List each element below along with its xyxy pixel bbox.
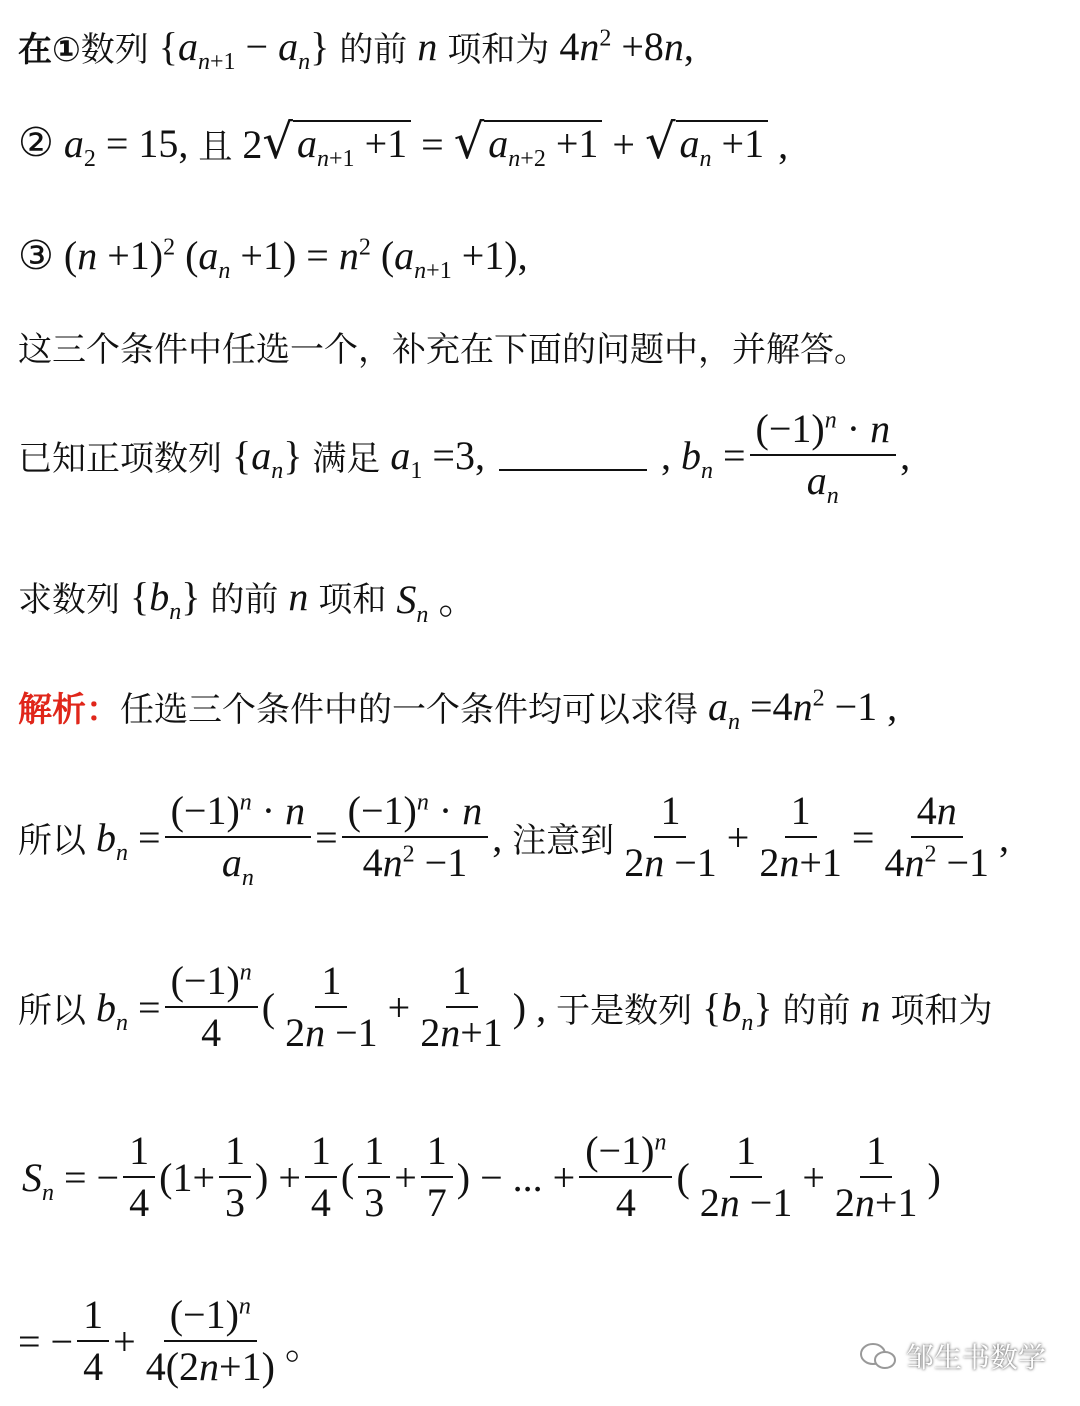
frac-c: $\frac{1}{2n -1}$ — [624, 788, 717, 885]
problem-math1: $\{a_n\}$ — [222, 432, 313, 484]
sn-result: = − $\frac{1}{4}$ + $\frac{(-1)^n}{4(2n+1)}$ 。 — [18, 1292, 325, 1389]
note-text: 注意到 — [512, 820, 615, 861]
so-text: 所以 — [18, 820, 86, 861]
then2-text: 的前 — [782, 990, 851, 1031]
cond1-text1: 数列 — [80, 30, 149, 70]
problem-text4: 的前 — [210, 580, 279, 620]
solution-intro — [18, 682, 898, 735]
problem-math2: $a_1 =3$, — [390, 432, 485, 484]
problem-text2: 满足 — [312, 438, 381, 479]
frac-g: $\frac{1}{2n -1}$ — [285, 958, 378, 1055]
condition-2 — [18, 114, 789, 172]
problem-text5: 项和 — [318, 580, 387, 620]
cond1-prefix: 在① — [18, 30, 81, 70]
cond1-text3: 项和为 — [447, 30, 550, 70]
problem-text1: 已知正项数列 — [18, 438, 222, 479]
cond1-math1: $\{a_{n+1} - a_n\}$ — [148, 24, 340, 75]
cond3-math: $(n +1)^2$ $(a_n +1) = n^2$ $(a_{n+1} +1)$, — [53, 233, 528, 284]
instruction: 这三个条件中任选一个，补充在下面的问题中，并解答。 — [18, 330, 868, 370]
sn-expansion: $S_n$ = − $\frac{1}{4}$ (1+ $\frac{1}{3}$ ) + $\frac{1}{4}$ ( $\frac{1}{3}$ + $\frac{1}{7}$ ) − ... + $\frac{(-1)^n}{4}$ ( $\frac{1}{2n -1}$ + $\frac{1}{2n+1}$ ) — [22, 1128, 941, 1225]
frac-a: $\frac{(-1)^n \cdot n}{a_n}$ — [165, 790, 312, 884]
problem-line: 已知正项数列 $\{a_n\}$ 满足 $a_1 =3$, , $b_n$ = $\frac{(-1)^n \cdot n}{a_n}$ , — [18, 406, 911, 509]
cond3-prefix: ③ — [18, 232, 54, 279]
problem-n: n — [278, 574, 319, 619]
cond2-text1: 且 — [198, 126, 233, 167]
frac-d: $\frac{1}{2n+1}$ — [759, 788, 842, 885]
cond2-math2: 2 √ $a_{n+1} +1$ = √ $a_{n+2} +1$ + √ $a_n +1$ , — [232, 114, 789, 172]
bn-fraction: $\frac{(-1)^n \cdot n}{a_n}$ — [750, 408, 897, 502]
solution-an: $a_n =4n^2 -1$ , — [708, 684, 898, 735]
problem-math5: $S_n$ 。 — [396, 577, 479, 628]
answer-blank — [499, 439, 647, 471]
frac-b: $\frac{(-1)^n \cdot n}{4n^2 -1}$ — [342, 790, 489, 884]
so2-text: 所以 — [18, 990, 86, 1031]
solution-intro-text: 任选三个条件中的一个条件均可以求得 — [120, 690, 698, 730]
condition-1 — [18, 22, 694, 75]
then-text: 于是数列 — [556, 990, 693, 1031]
cond1-text2: 的前 — [339, 30, 408, 70]
question-line — [18, 568, 479, 628]
solution-label: 解析： — [18, 690, 120, 730]
cond1-n: n — [407, 24, 448, 69]
wechat-icon — [858, 1341, 898, 1371]
solution-bn-split: 所以 $b_n$ = $\frac{(-1)^n}{4}$ ( $\frac{1}{2n -1}$ + $\frac{1}{2n+1}$ ) , 于是数列 $\{b_n\}$ 的前 n 项和为 — [18, 958, 993, 1055]
frac-e: $\frac{4n}{4n^2 -1}$ — [884, 788, 989, 885]
cond2-prefix: ② — [18, 120, 54, 166]
problem-math3: , $b_n$ = — [660, 432, 746, 484]
solution-bn: 所以 $b_n$ = $\frac{(-1)^n \cdot n}{a_n}$ = $\frac{(-1)^n \cdot n}{4n^2 -1}$ , 注意到 $\frac{1}{2n -1}$ + $\frac{1}{2n+1}$ = $\frac{4n}{4n^2 -1}$ , — [18, 788, 1009, 891]
frac-f: $\frac{(-1)^n}{4}$ — [165, 960, 258, 1054]
problem-math4: $\{b_n\}$ — [120, 574, 211, 625]
cond1-math2: $4n^2 +8n$, — [549, 24, 694, 69]
then3-text: 项和为 — [890, 990, 993, 1031]
cond2-math1: $a_2 = 15$, — [63, 120, 199, 172]
frac-h: $\frac{1}{2n+1}$ — [420, 958, 503, 1055]
problem-text3: 求数列 — [18, 580, 120, 620]
watermark — [858, 1336, 1046, 1376]
condition-3 — [18, 232, 528, 284]
watermark-text: 邹生书数学 — [905, 1341, 1046, 1374]
